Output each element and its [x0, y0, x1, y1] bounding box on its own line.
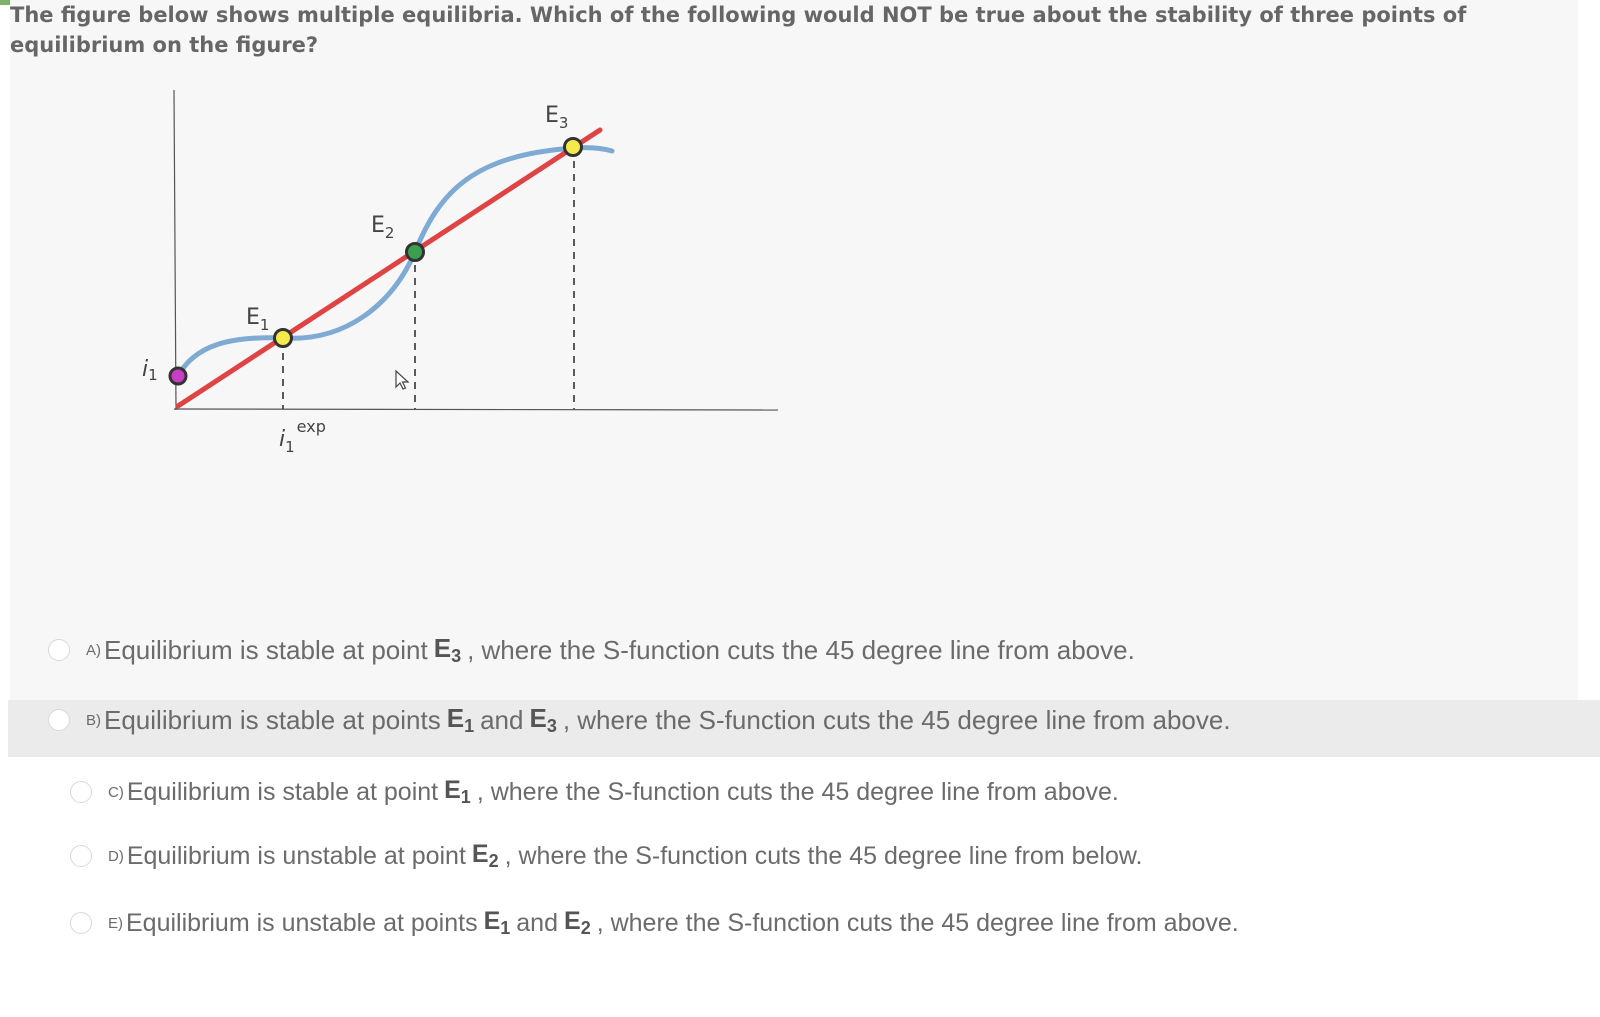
e3-label: $E_3$: [545, 103, 569, 132]
point-label: $E_3$: [433, 633, 462, 666]
point-label: $E_1$: [446, 703, 475, 736]
e2-point: [407, 244, 424, 261]
option-c[interactable]: C) Equilibrium is stable at point $E_1$ , where the S-function cuts the 45 degree line from above.: [70, 772, 1119, 812]
x-axis: [174, 409, 778, 410]
e1-label: $E_1$: [246, 305, 270, 334]
question-text: The figure below shows multiple equilibria. Which of the following would NOT be true about the stability of three points of equilibrium on the figure?: [10, 3, 1467, 57]
i1-exp-label: $i_1^{exp}$: [279, 417, 326, 456]
mouse-cursor-icon: [396, 371, 408, 389]
radio-icon[interactable]: [70, 912, 92, 934]
option-e[interactable]: E) Equilibrium is unstable at points $E_1$ and $E_2$ , where the S-function cuts the 45 degree line from above.: [70, 903, 1239, 943]
equilibria-figure: [0, 0, 820, 480]
i1-label: i1: [142, 357, 158, 384]
point-label: $E_3$: [529, 703, 557, 736]
radio-icon[interactable]: [70, 781, 92, 803]
option-d[interactable]: D) Equilibrium is unstable at point $E_2$ , where the S-function cuts the 45 degree line from below.: [70, 836, 1142, 876]
radio-icon[interactable]: [70, 845, 92, 867]
point-label: $E_2$: [471, 840, 499, 871]
e3-point: [565, 139, 582, 156]
e1-point: [275, 330, 292, 347]
intercept-point: [170, 368, 186, 384]
line-45-degree: [178, 130, 600, 406]
e2-label: $E_2$: [371, 213, 395, 242]
option-a[interactable]: A) Equilibrium is stable at point $E_3$ , where the S-function cuts the 45 degree line from above.: [48, 630, 1135, 670]
point-label: $E_1$: [444, 776, 471, 807]
point-label: $E_2$: [564, 907, 591, 938]
y-axis: [174, 90, 176, 410]
point-label: $E_1$: [483, 907, 511, 938]
radio-icon[interactable]: [48, 709, 70, 731]
option-b[interactable]: B) Equilibrium is stable at points $E_1$ and $E_3$ , where the S-function cuts the 45 degree line from above.: [48, 700, 1231, 740]
radio-icon[interactable]: [48, 639, 70, 661]
